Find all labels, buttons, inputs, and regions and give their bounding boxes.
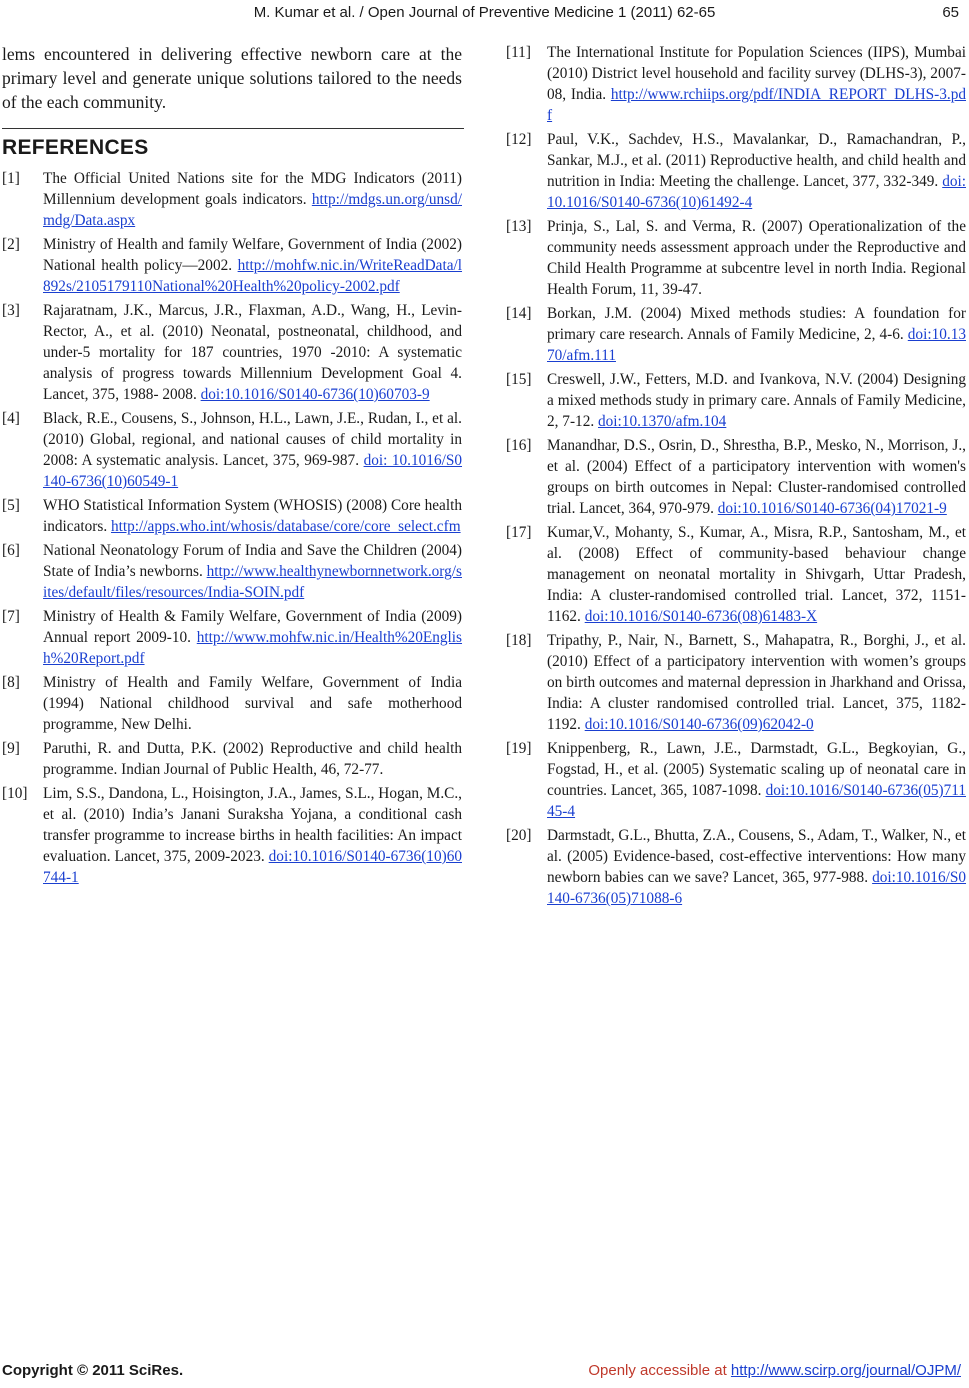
reference-text: Prinja, S., Lal, S. and Verma, R. (2007) Operationalization of the community needs assessment approach under the Reproductive and Child Health Programme at subcentre level in north India. Regional Health Forum, 11, 39-47. (547, 218, 966, 298)
reference-link[interactable]: doi:10.1016/S0140-6736(05)71088-6 (547, 869, 967, 907)
reference-body (43, 168, 462, 231)
reference-text: WHO Statistical Information System (WHOSIS) (2008) Core health indicators. (43, 497, 462, 535)
reference-item (506, 369, 966, 432)
reference-item (506, 738, 966, 822)
reference-number: [13] (506, 218, 532, 235)
reference-text: Creswell, J.W., Fetters, M.D. and Ivankova, N.V. (2004) Designing a mixed methods study in primary care. Annals of Family Medicine, 2, 7-12. (547, 371, 966, 430)
reference-link[interactable]: doi: 10.1016/S0140-6736(10)60549-1 (43, 452, 463, 490)
intro-paragraph: lems encountered in delivering effective newborn care at the primary level and generate unique solutions tailored to the needs of the each community. (2, 44, 462, 112)
reference-body (43, 408, 462, 492)
reference-link[interactable]: doi:10.1016/S0140-6736(10)60744-1 (43, 848, 462, 886)
reference-link[interactable]: doi:10.1016/S0140-6736(04)17021-9 (717, 500, 947, 517)
reference-body (547, 825, 966, 909)
reference-text: The Official United Nations site for the MDG Indicators (2011) Millennium development goals indicators. (43, 170, 462, 208)
reference-item (506, 129, 966, 213)
reference-number: [8] (2, 674, 20, 691)
reference-list-right (506, 42, 966, 909)
reference-link[interactable]: http://mdgs.un.org/unsd/mdg/Data.aspx (43, 191, 462, 229)
reference-link[interactable]: doi:10.1016/S0140-6736(10)60703-9 (200, 386, 430, 403)
reference-body (43, 300, 462, 405)
reference-link[interactable]: doi:10.1370/afm.104 (598, 413, 727, 430)
reference-number: [20] (506, 827, 532, 844)
reference-number: [11] (506, 44, 531, 61)
reference-body (43, 672, 462, 735)
reference-text: National Neonatology Forum of India and Save the Children (2004) State of India’s newborns. (43, 542, 462, 580)
reference-number: [16] (506, 437, 532, 454)
reference-number: [5] (2, 497, 20, 514)
reference-text: Tripathy, P., Nair, N., Barnett, S., Mahapatra, R., Borghi, J., et al. (2010) Effect of a participatory intervention with women’s groups on birth outcomes and maternal depression in Jharkhand and Orissa, India: A cluster randomised controlled trial. Lancet, 375, 1182-1192. (547, 632, 966, 733)
reference-item (506, 42, 966, 126)
reference-body (547, 369, 966, 432)
reference-item (2, 408, 462, 492)
reference-item (2, 606, 462, 669)
reference-number: [6] (2, 542, 20, 559)
copyright-notice: Copyright © 2011 SciRes. (2, 1362, 184, 1379)
reference-number: [18] (506, 632, 532, 649)
reference-text: Knippenberg, R., Lawn, J.E., Darmstadt, G.L., Begkoyian, G., Fogstad, H., et al. (2005) Systematic scaling up of neonatal care in countries. Lancet, 365, 1087-1098. (547, 740, 966, 799)
reference-number: [1] (2, 170, 20, 187)
reference-body (547, 522, 966, 627)
reference-item (2, 300, 462, 405)
right-column (506, 42, 966, 912)
reference-item (2, 540, 462, 603)
reference-item (2, 738, 462, 780)
reference-item (506, 825, 966, 909)
reference-number: [9] (2, 740, 20, 757)
reference-body (547, 738, 966, 822)
reference-body (547, 42, 966, 126)
open-access-label: Openly accessible at (588, 1362, 727, 1379)
reference-body (43, 540, 462, 603)
reference-text: Lim, S.S., Dandona, L., Hoisington, J.A., James, S.L., Hogan, M.C., et al. (2010) India’s Janani Suraksha Yojana, a conditional cash transfer programme to increase births in health facilities: An impact evaluation. Lancet, 375, 2009-2023. (43, 785, 462, 865)
reference-text: Kumar,V., Mohanty, S., Kumar, A., Misra, R.P., Santosham, M., et al. (2008) Effect of community-based behaviour change management on neonatal mortality in Shivgarh, Uttar Pradesh, India: A cluster-randomised controlled trial. Lancet, 372, 1151-1162. (547, 524, 966, 625)
reference-link[interactable]: doi:10.1016/S0140-6736(10)61492-4 (547, 173, 966, 211)
section-divider (2, 128, 464, 129)
reference-link[interactable]: http://mohfw.nic.in/WriteReadData/l892s/2105179110National%20Health%20policy-2002.pdf (43, 257, 463, 295)
reference-text: Manandhar, D.S., Osrin, D., Shrestha, B.P., Mesko, N., Morrison, J., et al. (2004) Effect of a participatory intervention with women's groups on birth outcomes in Nepal: Cluster-randomised controlled trial. Lancet, 364, 970-979. (547, 437, 966, 517)
reference-body (547, 129, 966, 213)
reference-text: Ministry of Health and Family Welfare, Government of India (1994) National childhood survival and safe motherhood programme, New Delhi. (43, 674, 462, 733)
reference-number: [10] (2, 785, 28, 802)
reference-link[interactable]: doi:10.1370/afm.111 (547, 326, 966, 364)
reference-number: [7] (2, 608, 20, 625)
reference-item (506, 522, 966, 627)
reference-number: [17] (506, 524, 532, 541)
reference-body (547, 303, 966, 366)
reference-item (2, 672, 462, 735)
reference-text: Paul, V.K., Sachdev, H.S., Mavalankar, D., Ramachandran, P., Sankar, M.J., et al. (2011) Reproductive health, and child health and nutrition in India: Meeting the challenge. Lancet, 377, 332-349. (547, 131, 966, 190)
reference-number: [19] (506, 740, 532, 757)
reference-body (43, 495, 462, 537)
reference-item (506, 216, 966, 300)
reference-text: Darmstadt, G.L., Bhutta, Z.A., Cousens, S., Adam, T., Walker, N., et al. (2005) Evidence-based, cost-effective interventions: How many newborn babies can we save? Lancet, 365, 977-988. (547, 827, 966, 886)
reference-text: Black, R.E., Cousens, S., Johnson, H.L., Lawn, J.E., Rudan, I., et al. (2010) Global, regional, and national causes of child mortality in 2008: A systematic analysis. Lancet, 375, 969-987. (43, 410, 462, 469)
reference-text: Ministry of Health & Family Welfare, Government of India (2009) Annual report 2009-10. (43, 608, 462, 646)
reference-number: [14] (506, 305, 532, 322)
reference-text: Borkan, J.M. (2004) Mixed methods studies: A foundation for primary care research. Annals of Family Medicine, 2, 4-6. (547, 305, 966, 343)
reference-item (2, 168, 462, 231)
reference-number: [15] (506, 371, 532, 388)
reference-number: [12] (506, 131, 532, 148)
reference-link[interactable]: doi:10.1016/S0140-6736(05)71145-4 (547, 782, 966, 820)
reference-body (547, 435, 966, 519)
reference-item (2, 495, 462, 537)
reference-number: [4] (2, 410, 20, 427)
reference-item (2, 234, 462, 297)
journal-link[interactable]: http://www.scirp.org/journal/OJPM/ (730, 1362, 961, 1379)
reference-text: The International Institute for Population Sciences (IIPS), Mumbai (2010) District level household and facility survey (DLHS-3), 2007-08, India. (547, 44, 966, 103)
left-column (2, 42, 462, 891)
reference-body (43, 606, 462, 669)
reference-text: Rajaratnam, J.K., Marcus, J.R., Flaxman, A.D., Wang, H., Levin-Rector, A., et al. (2010) Neonatal, postneonatal, childhood, and under-5 mortality for 187 countries, 1970 -2010: A systematic analysis of progress towards Millennium Development Goal 4. Lancet, 375, 1988- 2008. (43, 302, 462, 403)
reference-link[interactable]: doi:10.1016/S0140-6736(09)62042-0 (584, 716, 814, 733)
reference-item (506, 435, 966, 519)
running-title: M. Kumar et al. / Open Journal of Preventive Medicine 1 (2011) 62-65 (253, 4, 716, 21)
reference-body (547, 216, 966, 300)
reference-body (43, 738, 462, 780)
reference-list-left (2, 168, 462, 888)
page-header (0, 2, 969, 24)
reference-link[interactable]: http://www.healthynewbornnetwork.org/sites/default/files/resources/India-SOIN.pdf (43, 563, 462, 601)
reference-body (43, 234, 462, 297)
reference-link[interactable]: http://www.mohfw.nic.in/Health%20English%20Report.pdf (43, 629, 463, 667)
reference-link[interactable]: http://www.rchiips.org/pdf/INDIA_REPORT_DLHS-3.pdf (547, 86, 966, 124)
reference-item (506, 630, 966, 735)
reference-text: Ministry of Health and family Welfare, Government of India (2002) National health policy—2002. (43, 236, 462, 274)
reference-link[interactable]: http://apps.who.int/whosis/database/core/core_select.cfm (110, 518, 461, 535)
open-access-notice (588, 1362, 961, 1379)
page-number: 65 (942, 4, 959, 21)
reference-number: [2] (2, 236, 20, 253)
page-footer (0, 1360, 969, 1382)
references-heading: REFERENCES (2, 136, 149, 159)
reference-number: [3] (2, 302, 20, 319)
reference-body (43, 783, 462, 888)
reference-text: Paruthi, R. and Dutta, P.K. (2002) Reproductive and child health programme. Indian Journal of Public Health, 46, 72-77. (43, 740, 462, 778)
reference-item (506, 303, 966, 366)
reference-item (2, 783, 462, 888)
reference-link[interactable]: doi:10.1016/S0140-6736(08)61483-X (584, 608, 818, 625)
reference-body (547, 630, 966, 735)
